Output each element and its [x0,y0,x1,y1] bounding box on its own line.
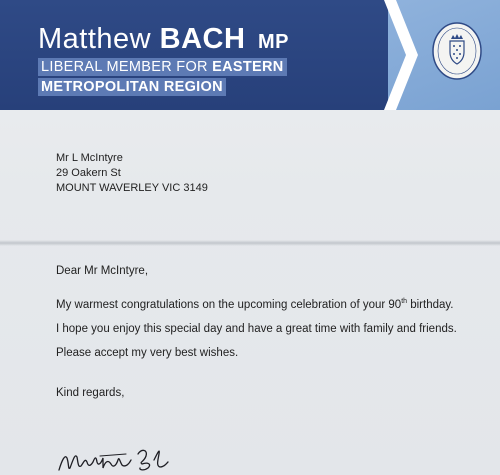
paragraph-wishes: I hope you enjoy this special day and have a great time with family and friends. [56,323,457,335]
closing: Kind regards, [56,387,125,399]
letter-body [56,264,486,401]
salutation: Dear Mr McIntyre, [56,265,149,277]
handwritten-signature [56,440,206,475]
recipient-address [56,151,208,196]
letterhead-banner [0,0,500,110]
recipient-suburb: MOUNT WAVERLEY VIC 3149 [56,182,208,194]
role-line-1 [38,58,287,76]
crest-icon [432,22,482,80]
mp-last-name: BACH [159,23,246,55]
mp-suffix: MP [258,31,290,53]
recipient-name: Mr L McIntyre [56,152,123,164]
ordinal-suffix: th [401,298,408,306]
role-line-2 [38,78,226,96]
role-line-1-bold: EASTERN [212,59,284,75]
para1-text: My warmest congratulations on the upcoming celebration of your 90 [56,299,402,311]
mp-name [38,22,289,59]
parliament-crest-logo [432,22,482,80]
mp-first-name: Matthew [38,23,152,55]
recipient-street: 29 Oakern St [56,167,121,179]
role-line-1-regular: LIBERAL MEMBER FOR [41,59,213,75]
paragraph-congratulations [56,298,486,313]
para1-end: birthday. [407,299,454,311]
letterhead-chevron [384,0,418,110]
role-line-2-text: METROPOLITAN REGION [41,79,223,95]
paper-fold-line [0,240,500,246]
paragraph-best-wishes: Please accept my very best wishes. [56,347,239,359]
